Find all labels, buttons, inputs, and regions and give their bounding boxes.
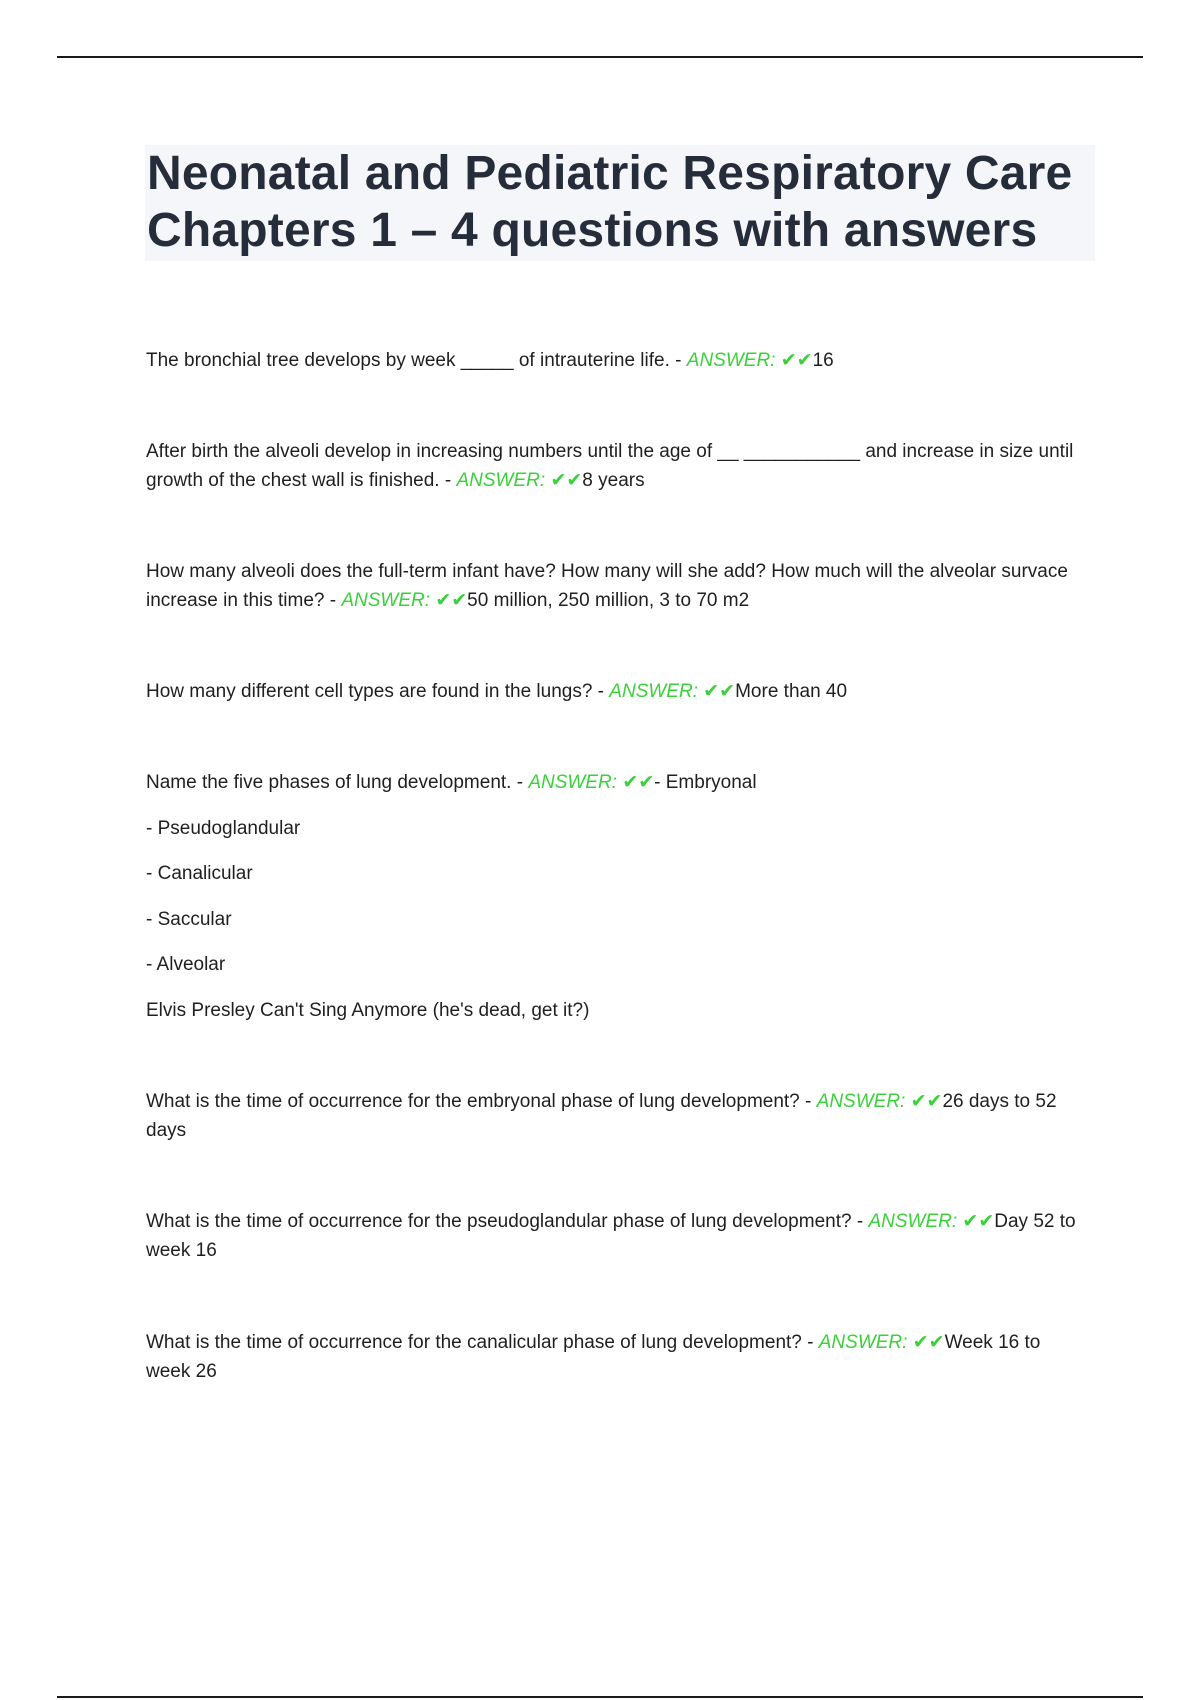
qa-item-4 [146, 677, 1086, 706]
qa-item-5 [146, 768, 1086, 797]
answer-label: ANSWER: [456, 470, 546, 491]
check-icon: ✔✔ [622, 772, 655, 793]
question-text: The bronchial tree develops by week _____ of intrauterine life. - [146, 350, 687, 371]
question-text: How many different cell types are found in the lungs? - [146, 681, 610, 702]
phase-list-item: - Canalicular [146, 863, 253, 884]
answer-text: - Embryonal [654, 772, 757, 793]
qa-item-8 [146, 1328, 1086, 1386]
question-text: What is the time of occurrence for the canalicular phase of lung development? - [146, 1332, 819, 1353]
answer-label: ANSWER: [868, 1211, 958, 1232]
document-title [145, 145, 1095, 261]
answer-label: ANSWER: [528, 772, 618, 793]
qa-item-7 [146, 1207, 1086, 1265]
question-text: How many alveoli does the full-term infant have? How many will she add? How much will the alveolar survace increase in this time? - [146, 561, 1068, 611]
phase-list-item: - Alveolar [146, 954, 226, 975]
check-icon: ✔✔ [962, 1211, 995, 1232]
answer-label: ANSWER: [816, 1091, 906, 1112]
check-icon: ✔✔ [912, 1332, 945, 1353]
answer-text: 8 years [582, 470, 645, 491]
question-text: What is the time of occurrence for the embryonal phase of lung development? - [146, 1091, 817, 1112]
qa-item-1 [146, 346, 1086, 375]
title-line-1: Neonatal and Pediatric Respiratory Care [147, 147, 1073, 200]
answer-label: ANSWER: [686, 350, 776, 371]
answer-text: Day 52 to week 16 [146, 1211, 1076, 1261]
check-icon: ✔✔ [780, 350, 813, 371]
answer-text: More than 40 [735, 681, 848, 702]
phase-list-item: - Saccular [146, 909, 232, 930]
check-icon: ✔✔ [703, 681, 736, 702]
bottom-rule [57, 1696, 1143, 1698]
answer-label: ANSWER: [609, 681, 698, 702]
qa-item-6 [146, 1087, 1086, 1145]
question-text: Name the five phases of lung development. - [146, 772, 529, 793]
answer-text: Week 16 to week 26 [146, 1332, 1041, 1382]
check-icon: ✔✔ [435, 590, 468, 611]
qa-item-2 [146, 437, 1086, 495]
mnemonic-text: Elvis Presley Can't Sing Anymore (he's dead, get it?) [146, 1000, 590, 1021]
qa-item-3 [146, 557, 1086, 615]
question-text: What is the time of occurrence for the pseudoglandular phase of lung development? - [146, 1211, 869, 1232]
phase-list-item: - Pseudoglandular [146, 818, 301, 839]
answer-label: ANSWER: [818, 1332, 908, 1353]
answer-text: 50 million, 250 million, 3 to 70 m2 [467, 590, 750, 611]
top-rule [57, 56, 1143, 58]
answer-text: 26 days to 52 days [146, 1091, 1057, 1141]
question-text: After birth the alveoli develop in increasing numbers until the age of __ ___________ and increase in size until growth of the chest wall is finished. - [146, 441, 1074, 491]
title-line-2: Chapters 1 – 4 questions with answers [147, 204, 1038, 257]
check-icon: ✔✔ [550, 470, 583, 491]
answer-label: ANSWER: [341, 590, 431, 611]
check-icon: ✔✔ [910, 1091, 943, 1112]
answer-text: 16 [812, 350, 834, 371]
